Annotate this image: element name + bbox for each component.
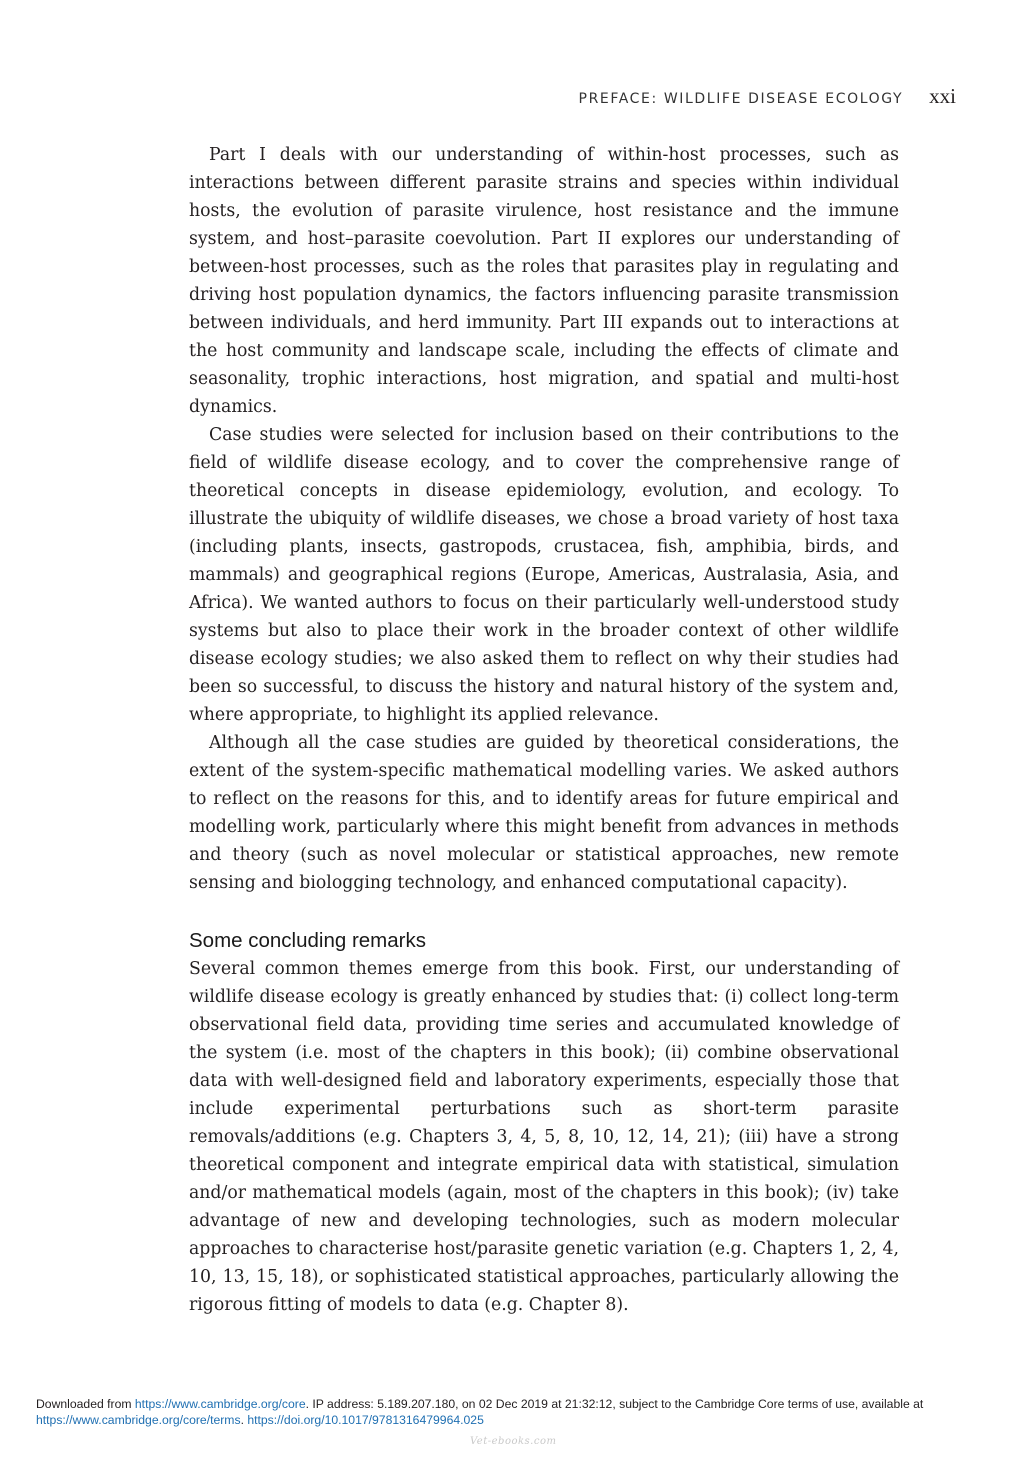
page-body [189,141,899,1319]
running-head [579,84,956,109]
watermark: Vet-ebooks.com [470,1436,557,1447]
paragraph-case-studies: Case studies were selected for inclusion based on their contributions to the field of wildlife disease ecology, and to cover the comprehensive range of theoretical concepts in disease epidemiology, evolution, and ecology. To illustrate the ubiquity of wildlife diseases, we chose a broad variety of host taxa (including plants, insects, gastropods, crustacea, fish, amphibia, birds, and mammals) and geographical regions (Europe, Americas, Australasia, Asia, and Africa). We wanted authors to focus on their particularly well-understood study systems but also to place their work in the broader context of other wildlife disease ecology studies; we also asked them to reflect on why their studies had been so successful, to discuss the history and natural history of the system and, where appropriate, to highlight its applied relevance. [189,425,899,725]
footer-separator: . [240,1413,248,1427]
footer-downloaded-prefix: Downloaded from [36,1397,135,1411]
paragraph-concluding-remarks: Several common themes emerge from this book. First, our understanding of wildlife disease ecology is greatly enhanced by studies that: (i) collect long-term observational field data, providing time series and accumulated knowledge of the system (i.e. most of the chapters in this book); (ii) combine observational data with well-designed field and laboratory experiments, especially those that include experimental perturbations such as short-term parasite removals/additions (e.g. Chapters 3, 4, 5, 8, 10, 12, 14, 21); (iii) have a strong theoretical component and integrate empirical data with statistical, simulation and/or mathematical models (again, most of the chapters in this book); (iv) take advantage of new and developing technologies, such as modern molecular approaches to characterise host/parasite genetic variation (e.g. Chapters 1, 2, 4, 10, 13, 15, 18), or sophisticated statistical approaches, particularly allowing the rigorous fitting of models to data (e.g. Chapter 8). [189,959,899,1315]
download-footer [36,1396,1006,1428]
footer-ip-text: . IP address: 5.189.207.180, on 02 Dec 2019 at 21:32:12, subject to the Cambridge Core terms of use, available at [305,1397,924,1411]
running-title: PREFACE: WILDLIFE DISEASE ECOLOGY [578,91,904,107]
page-number: xxi [929,84,956,108]
cambridge-core-link[interactable]: https://www.cambridge.org/core [134,1397,306,1411]
doi-link[interactable]: https://doi.org/10.1017/9781316479964.025 [247,1413,484,1427]
terms-link[interactable]: https://www.cambridge.org/core/terms [36,1413,241,1427]
paragraph-parts-overview: Part I deals with our understanding of within-host processes, such as interactions between different parasite strains and species within individual hosts, the evolution of parasite virulence, host resistance and the immune system, and host–parasite coevolution. Part II explores our understanding of between-host processes, such as the roles that parasites play in regulating and driving host population dynamics, the factors influencing parasite transmission between individuals, and herd immunity. Part III expands out to interactions at the host community and landscape scale, including the effects of climate and seasonality, trophic interactions, host migration, and spatial and multi-host dynamics. [189,145,899,417]
paragraph-modelling: Although all the case studies are guided by theoretical considerations, the extent of the system-specific mathematical modelling varies. We asked authors to reflect on the reasons for this, and to identify areas for future empirical and modelling work, particularly where this might benefit from advances in methods and theory (such as novel molecular or statistical approaches, new remote sensing and biologging technology, and enhanced computational capacity). [189,733,899,893]
section-heading: Some concluding remarks [189,929,426,952]
